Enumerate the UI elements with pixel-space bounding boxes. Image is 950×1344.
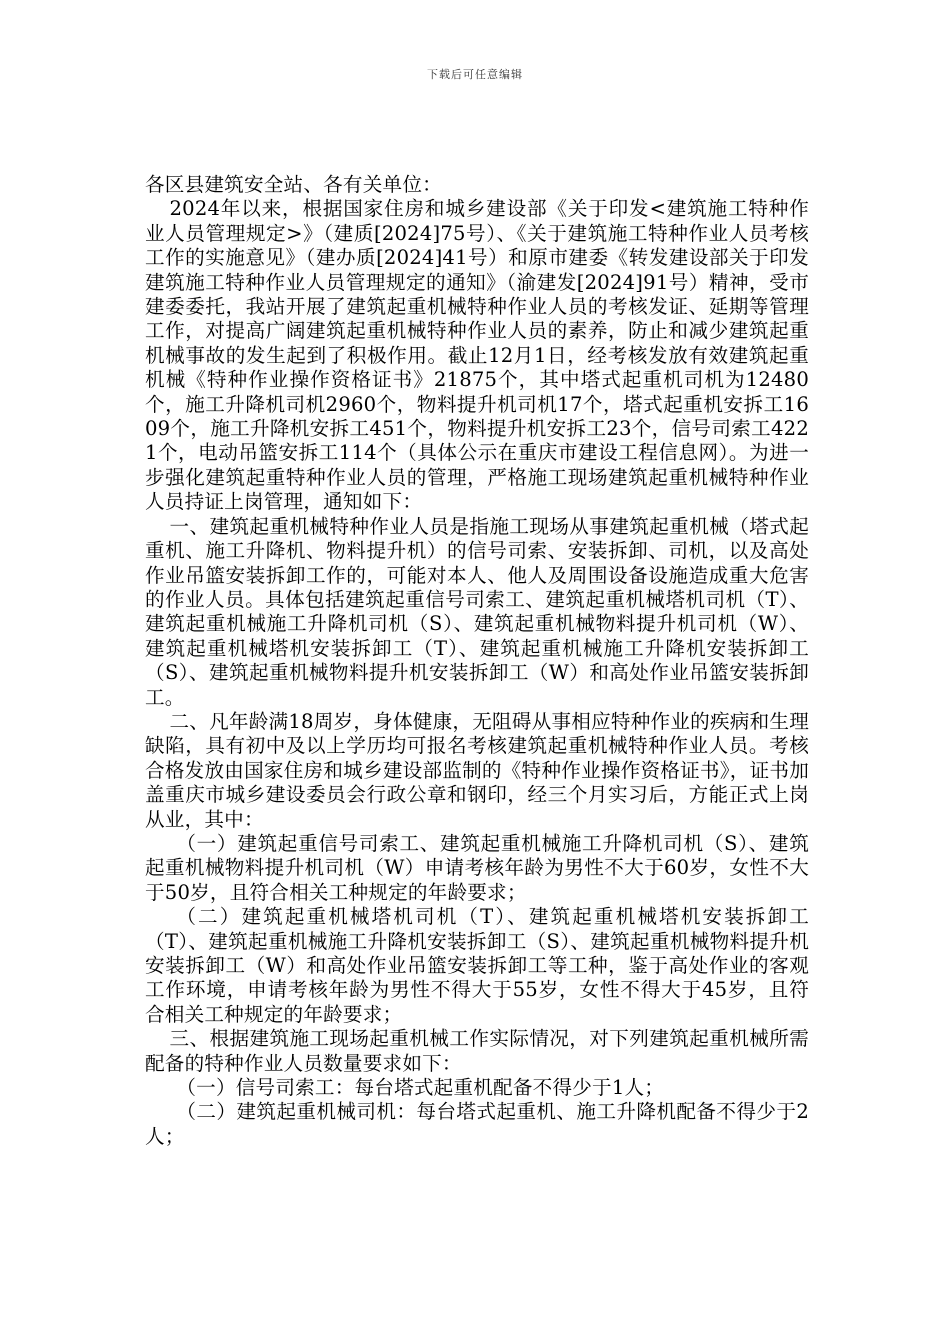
document-body (145, 173, 809, 1149)
salutation: 各区县建筑安全站、各有关单位： (145, 173, 442, 196)
page-header-note: 下载后可任意编辑 (427, 68, 523, 81)
intro-paragraph: 2024年以来，根据国家住房和城乡建设部《关于印发<建筑施工特种作业人员管理规定>》（建质[2024]75号）、《关于建筑施工特种作业人员考核工作的实施意见》（建办质[2024]41号）和原市建委《转发建设部关于印发建筑施工特种作业人员管理规定的通知》（渝建发[2024]91号）精神，受市建委委托，我站开展了建筑起重机械特种作业人员的考核发证、延期等管理工作，对提高广阔建筑起重机械特种作业人员的素养，防止和减少建筑起重机械事故的发生起到了积极作用。截止12月1日，经考核发放有效建筑起重机械《特种作业操作资格证书》21875个，其中塔式起重机司机为12480个，施工升降机司机2960个，物料提升机司机17个，塔式起重机安拆工1609个，施工升降机安拆工451个，物料提升机安拆工23个，信号司索工4221个，电动吊篮安拆工114个（具体公示在重庆市建设工程信息网）。为进一步强化建筑起重特种作业人员的管理，严格施工现场建筑起重机械特种作业人员持证上岗管理，通知如下： (145, 197, 809, 514)
section-3-item-1: （一）信号司索工：每台塔式起重机配备不得少于1人； (176, 1076, 665, 1100)
section-3-item-2: （二）建筑起重机械司机：每台塔式起重机、施工升降机配备不得少于2人； (145, 1100, 809, 1148)
section-3-paragraph: 三、根据建筑施工现场起重机械工作实际情况，对下列建筑起重机械所需配备的特种作业人员数量要求如下： (145, 1027, 809, 1075)
section-2-paragraph: 二、凡年龄满18周岁，身体健康，无阻碍从事相应特种作业的疾病和生理缺陷，具有初中及以上学历均可报名考核建筑起重机械特种作业人员。考核合格发放由国家住房和城乡建设部监制的《特种作业操作资格证书》，证书加盖重庆市城乡建设委员会行政公章和钢印，经三个月实习后，方能正式上岗从业，其中： (145, 709, 809, 831)
section-1-paragraph: 一、建筑起重机械特种作业人员是指施工现场从事建筑起重机械（塔式起重机、施工升降机、物料提升机）的信号司索、安装拆卸、司机，以及高处作业吊篮安装拆卸工作的，可能对本人、他人及周围设备设施造成重大危害的作业人员。具体包括建筑起重信号司索工、建筑起重机械塔机司机（T）、建筑起重机械施工升降机司机（S）、建筑起重机械物料提升机司机（W）、建筑起重机械塔机安装拆卸工（T）、建筑起重机械施工升降机安装拆卸工（S）、建筑起重机械物料提升机安装拆卸工（W）和高处作业吊篮安装拆卸工。 (145, 514, 809, 709)
section-2-item-2: （二）建筑起重机械塔机司机（T）、建筑起重机械塔机安装拆卸工（T）、建筑起重机械施工升降机安装拆卸工（S）、建筑起重机械物料提升机安装拆卸工（W）和高处作业吊篮安装拆卸工等工种，鉴于高处作业的客观工作环境，申请考核年龄为男性不得大于55岁，女性不得大于45岁，且符合相关工种规定的年龄要求； (145, 905, 809, 1026)
section-2-item-1: （一）建筑起重信号司索工、建筑起重机械施工升降机司机（S）、建筑起重机械物料提升机司机（W）申请考核年龄为男性不大于60岁，女性不大于50岁，且符合相关工种规定的年龄要求； (145, 831, 809, 904)
